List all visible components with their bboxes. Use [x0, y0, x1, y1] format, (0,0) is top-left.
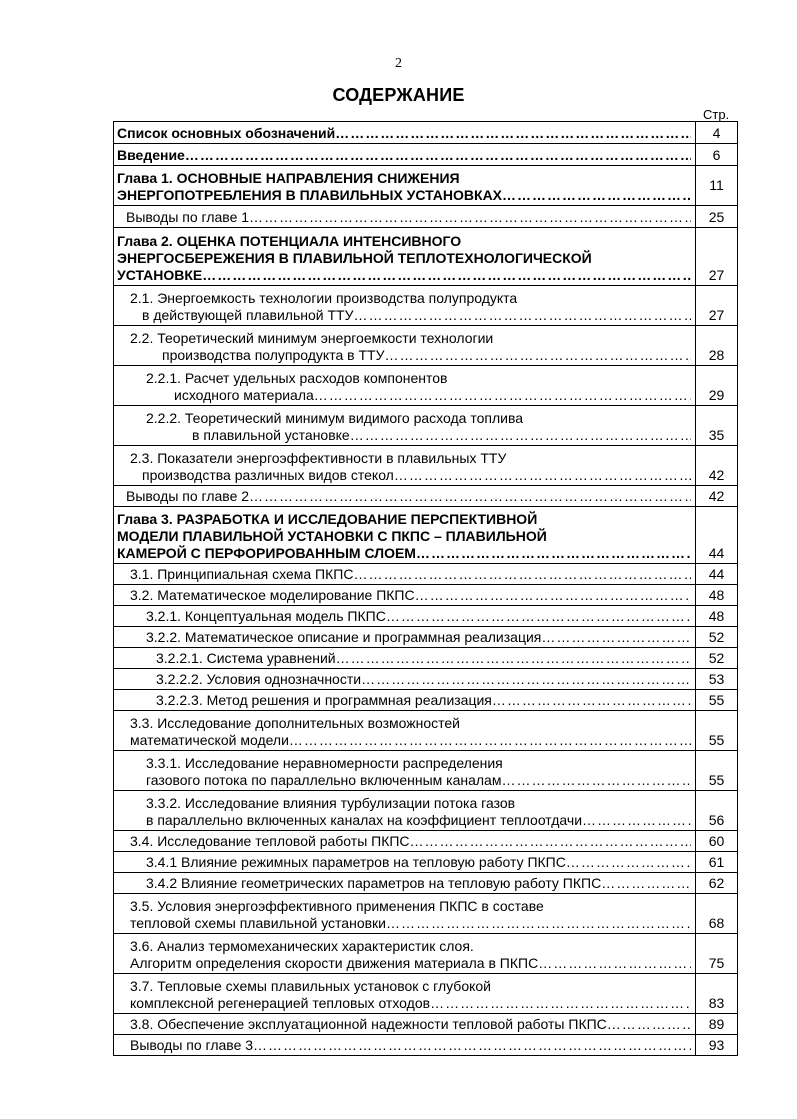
- toc-entry-label-cont: комплексной регенерацией тепловых отходов: [130, 995, 431, 1011]
- toc-entry-label: Глава 3. РАЗРАБОТКА И ИССЛЕДОВАНИЕ ПЕРСПЕКТИВНОЙ: [117, 511, 538, 527]
- toc-entry-label: 3.4.1 Влияние режимных параметров на тепловую работу ПКПС: [146, 854, 566, 870]
- toc-entry-label: Введение: [117, 147, 185, 163]
- toc-row: [114, 366, 738, 406]
- toc-row: [114, 690, 738, 711]
- toc-row: [114, 228, 738, 286]
- toc-entry-label-cont: математической модели: [130, 732, 289, 748]
- toc-page: 55: [696, 711, 738, 751]
- toc-page: 55: [696, 751, 738, 791]
- toc-table: [113, 121, 738, 1056]
- toc-row: [114, 711, 738, 751]
- toc-row: [114, 206, 738, 228]
- toc-row: [114, 166, 738, 206]
- toc-page: 42: [696, 486, 738, 507]
- toc-row: [114, 648, 738, 669]
- toc-page: 48: [696, 585, 738, 606]
- toc-page: 28: [696, 326, 738, 366]
- toc-entry-label-cont: МОДЕЛИ ПЛАВИЛЬНОЙ УСТАНОВКИ С ПКПС – ПЛАВИЛЬНОЙ: [117, 528, 547, 544]
- toc-entry-label: 2.3. Показатели энергоэффективности в плавильных ТТУ: [130, 450, 507, 466]
- toc-entry-label-cont: УСТАНОВКЕ: [117, 267, 203, 283]
- toc-entry-label: Выводы по главе 3: [130, 1037, 254, 1053]
- toc-entry-label-cont: производства полупродукта в ТТУ: [162, 347, 385, 363]
- toc-row: [114, 873, 738, 894]
- toc-entry-label: 3.5. Условия энергоэффективного применения ПКПС в составе: [130, 898, 544, 914]
- page-number: 2: [395, 56, 402, 71]
- toc-entry-label: Выводы по главе 2: [126, 488, 250, 504]
- toc-entry-label: 2.2.2. Теоретический минимум видимого расхода топлива: [146, 410, 524, 426]
- toc-page: 60: [696, 831, 738, 852]
- toc-entry-label-cont: исходного материала: [174, 387, 314, 403]
- toc-row: [114, 751, 738, 791]
- toc-entry-label: Выводы по главе 1: [126, 209, 250, 225]
- toc-entry-label: 3.3.1. Исследование неравномерности распределения: [146, 755, 503, 771]
- toc-entry-label-cont: в действующей плавильной ТТУ: [142, 307, 354, 323]
- toc-entry-label: 3.7. Тепловые схемы плавильных установок с глубокой: [130, 978, 491, 994]
- toc-page: 42: [696, 446, 738, 486]
- toc-row: [114, 852, 738, 873]
- toc-page: 55: [696, 690, 738, 711]
- toc-entry-label-cont: ЭНЕРГОСБЕРЕЖЕНИЯ В ПЛАВИЛЬНОЙ ТЕПЛОТЕХНОЛОГИЧЕСКОЙ: [117, 250, 592, 266]
- toc-row: [114, 286, 738, 326]
- toc-entry-label: 3.6. Анализ термомеханических характеристик слоя.: [130, 938, 474, 954]
- toc-entry-label: 3.4.2 Влияние геометрических параметров на тепловую работу ПКПС: [146, 875, 602, 891]
- toc-row: [114, 1035, 738, 1056]
- toc-entry-label: 3.2.2. Математическое описание и программная реализация: [146, 629, 542, 645]
- toc-entry-label: 3.4. Исследование тепловой работы ПКПС: [130, 833, 410, 849]
- toc-page: 44: [696, 564, 738, 585]
- toc-entry-label: 3.3.2. Исследование влияния турбулизации потока газов: [146, 795, 516, 811]
- toc-row: [114, 446, 738, 486]
- toc-row: [114, 564, 738, 585]
- toc-row: [114, 627, 738, 648]
- toc-entry-label: Глава 1. ОСНОВНЫЕ НАПРАВЛЕНИЯ СНИЖЕНИЯ: [117, 170, 460, 186]
- toc-entry-label-cont: в плавильной установке: [192, 427, 350, 443]
- toc-row: [114, 406, 738, 446]
- toc-entry-label: 3.2.1. Концептуальная модель ПКПС: [146, 608, 386, 624]
- toc-page: 27: [696, 286, 738, 326]
- toc-page: 89: [696, 1014, 738, 1035]
- toc-entry-label-cont: ЭНЕРГОПОТРЕБЛЕНИЯ В ПЛАВИЛЬНЫХ УСТАНОВКАХ: [117, 187, 503, 203]
- toc-page: 93: [696, 1035, 738, 1056]
- toc-entry-label: 2.1. Энергоемкость технологии производства полупродукта: [130, 290, 518, 306]
- toc-row: [114, 669, 738, 690]
- toc-page: 62: [696, 873, 738, 894]
- toc-entry-label: 3.2.2.3. Метод решения и программная реализация: [156, 692, 492, 708]
- page-column-label: Стр.: [703, 107, 730, 122]
- toc-entry-label: Список основных обозначений: [117, 125, 336, 141]
- toc-row: [114, 791, 738, 831]
- toc-row: [114, 122, 738, 144]
- toc-entry-label-cont: КАМЕРОЙ С ПЕРФОРИРОВАННЫМ СЛОЕМ: [117, 545, 416, 561]
- toc-entry-label: 3.1. Принципиальная схема ПКПС: [130, 566, 354, 582]
- toc-page: 83: [696, 974, 738, 1014]
- toc-row: [114, 831, 738, 852]
- toc-page: 68: [696, 894, 738, 934]
- toc-row: [114, 486, 738, 507]
- toc-entry-label: 3.2.2.2. Условия однозначности: [156, 671, 362, 687]
- toc-row: [114, 507, 738, 564]
- toc-row: [114, 144, 738, 166]
- toc-page: 6: [696, 144, 738, 166]
- toc-entry-label-cont: тепловой схемы плавильной установки: [130, 915, 386, 931]
- toc-row: [114, 934, 738, 974]
- toc-entry-label-cont: Алгоритм определения скорости движения материала в ПКПС: [130, 955, 539, 971]
- toc-entry-label: 3.3. Исследование дополнительных возможностей: [130, 715, 460, 731]
- toc-page: 25: [696, 206, 738, 228]
- toc-entry-label: 2.2.1. Расчет удельных расходов компонентов: [146, 370, 448, 386]
- toc-page: 4: [696, 122, 738, 144]
- toc-entry-label-cont: производства различных видов стекол: [142, 467, 394, 483]
- toc-page: 27: [696, 228, 738, 286]
- toc-page: 53: [696, 669, 738, 690]
- toc-page: 11: [696, 166, 738, 206]
- toc-page: 75: [696, 934, 738, 974]
- toc-row: [114, 894, 738, 934]
- toc-page: 61: [696, 852, 738, 873]
- toc-page: 52: [696, 627, 738, 648]
- toc-entry-label: 2.2. Теоретический минимум энергоемкости технологии: [130, 330, 494, 346]
- toc-entry-label: 3.2. Математическое моделирование ПКПС: [130, 587, 415, 603]
- toc-entry-label: Глава 2. ОЦЕНКА ПОТЕНЦИАЛА ИНТЕНСИВНОГО: [117, 233, 462, 249]
- toc-page: 48: [696, 606, 738, 627]
- toc-page: 56: [696, 791, 738, 831]
- toc-page: 29: [696, 366, 738, 406]
- toc-row: [114, 585, 738, 606]
- toc-page: 52: [696, 648, 738, 669]
- toc-entry-label: 3.8. Обеспечение эксплуатационной надежности тепловой работы ПКПС: [130, 1016, 607, 1032]
- toc-entry-label: 3.2.2.1. Система уравнений: [156, 650, 336, 666]
- toc-row: [114, 1014, 738, 1035]
- toc-title: СОДЕРЖАНИЕ: [332, 85, 465, 105]
- toc-row: [114, 326, 738, 366]
- toc-page: 44: [696, 507, 738, 564]
- toc-entry-label-cont: в параллельно включенных каналах на коэффициент теплоотдачи: [146, 812, 583, 828]
- toc-row: [114, 974, 738, 1014]
- toc-page: 35: [696, 406, 738, 446]
- toc-entry-label-cont: газового потока по параллельно включенным каналам: [146, 772, 502, 788]
- toc-row: [114, 606, 738, 627]
